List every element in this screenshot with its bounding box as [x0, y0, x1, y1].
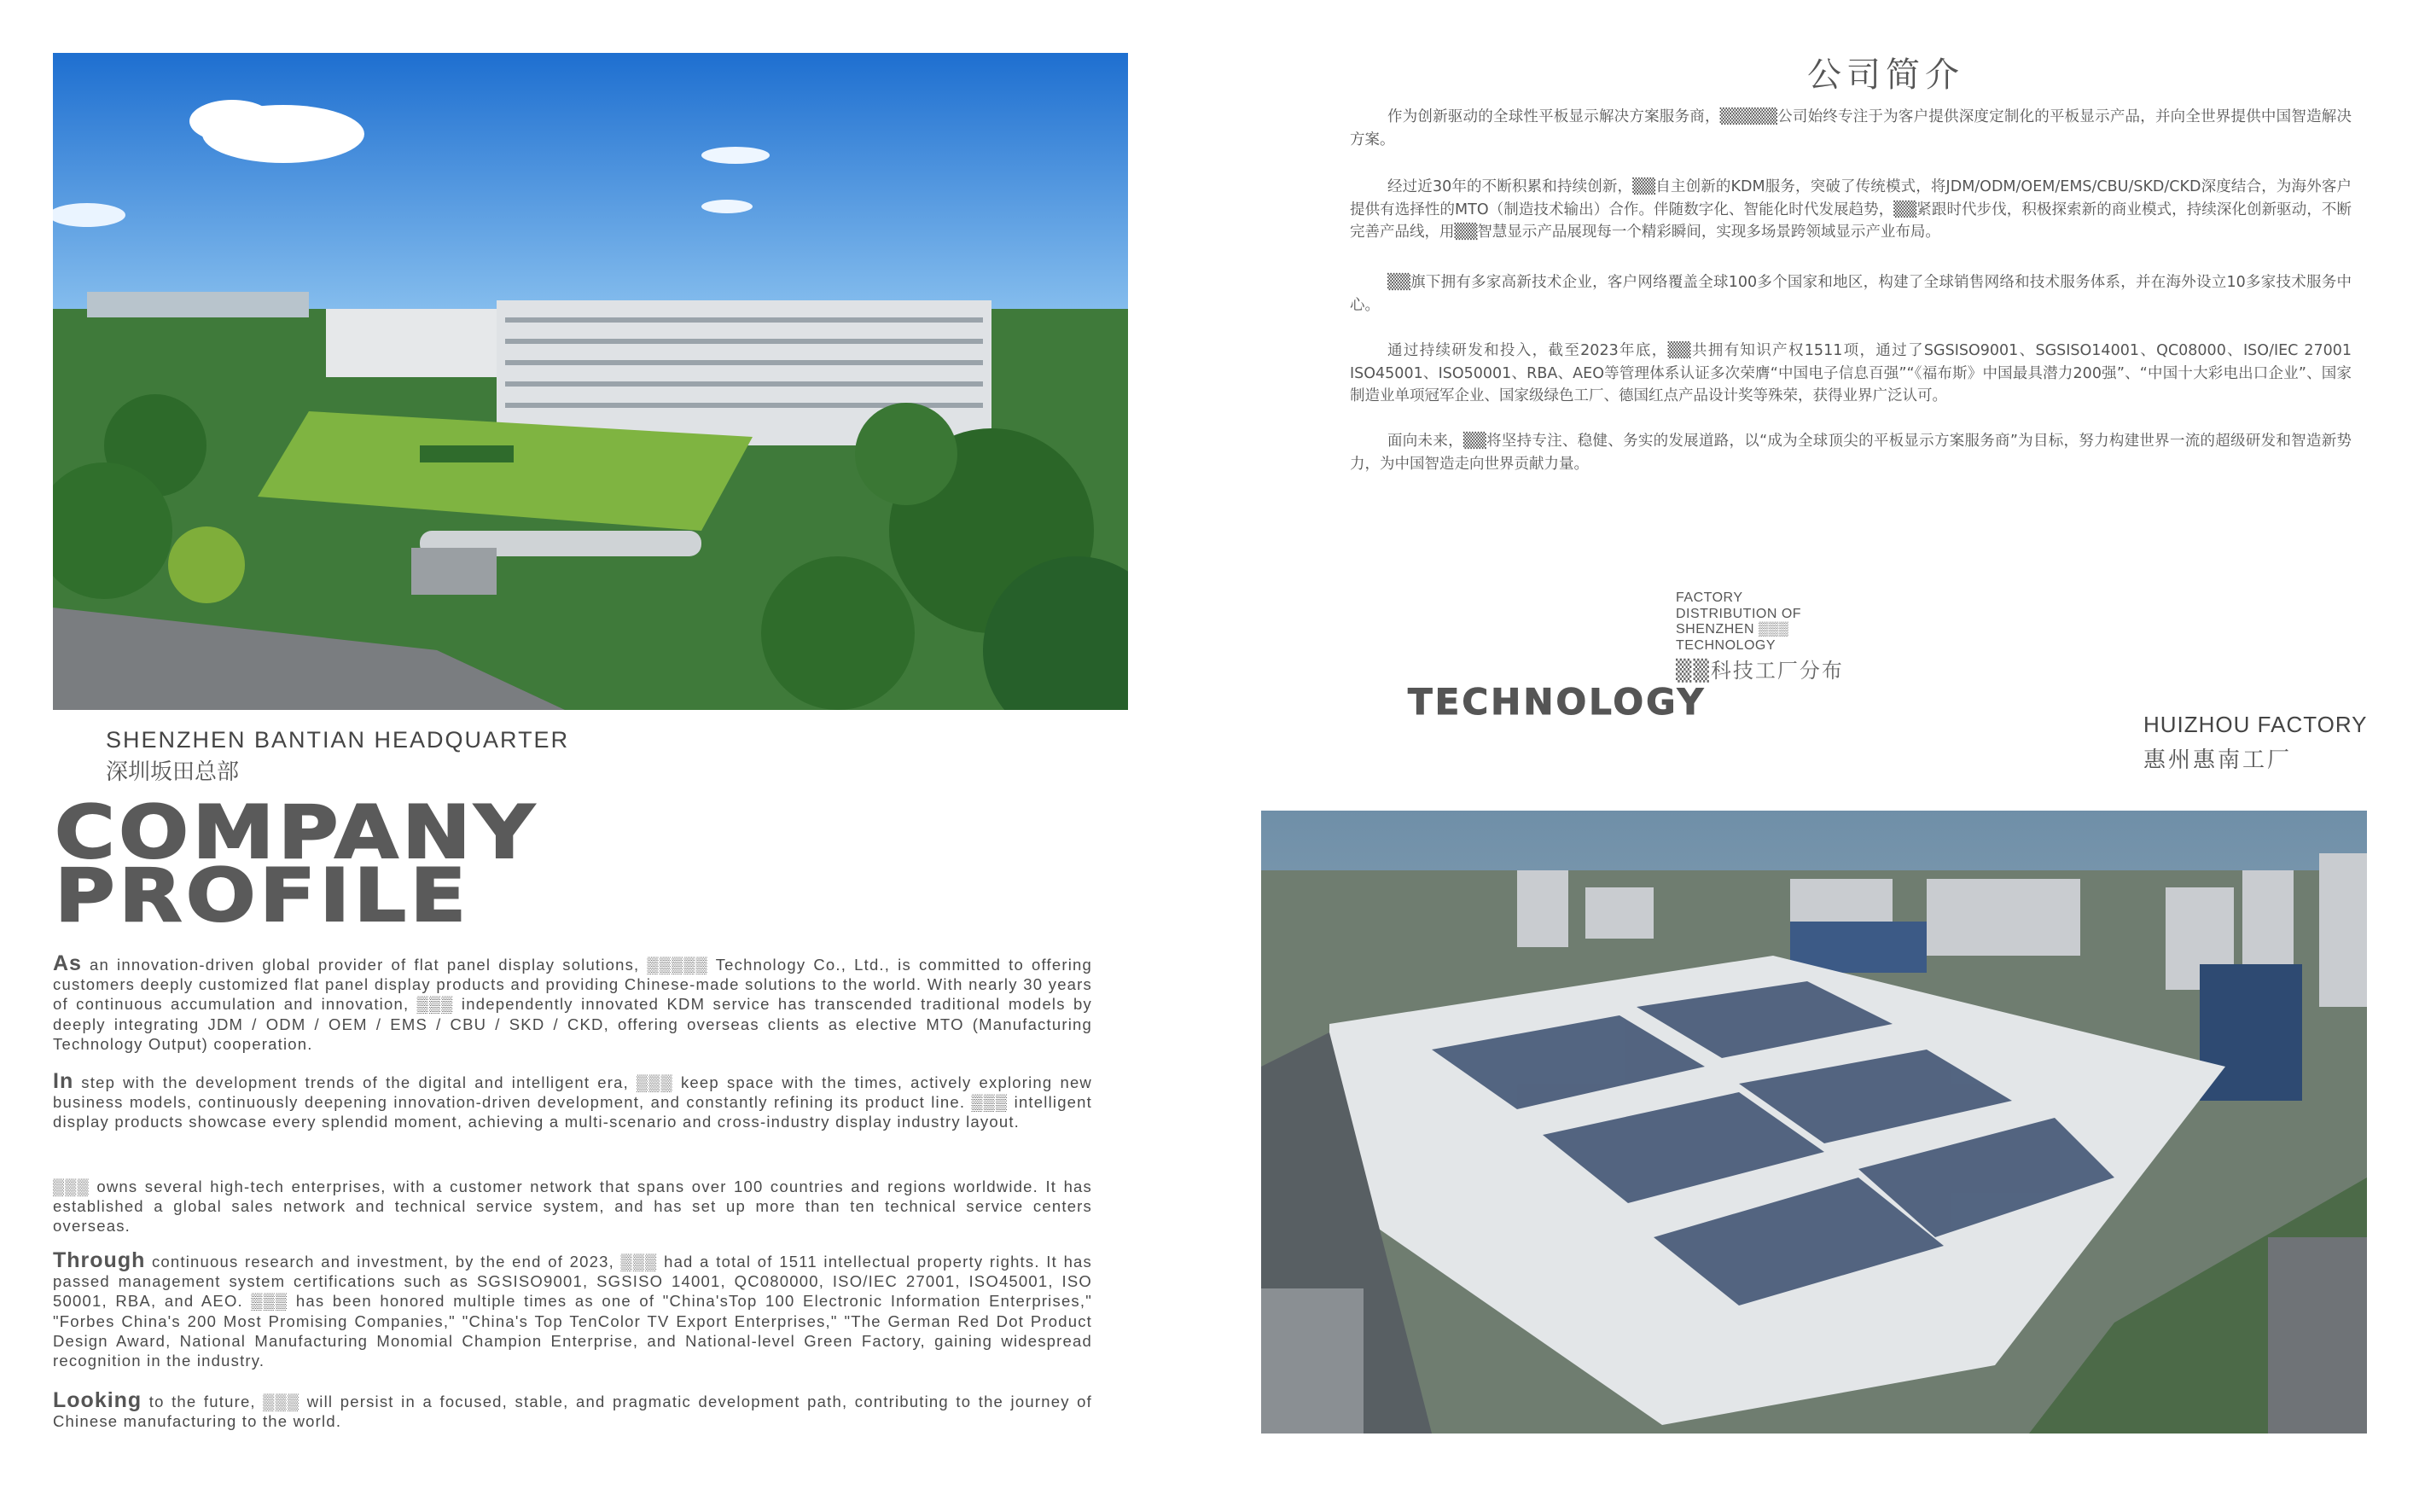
headquarter-photo [53, 53, 1128, 710]
company-title: COMPANY [55, 790, 538, 875]
factory-dist-line: SHENZHEN ▒▒▒ [1676, 622, 1789, 637]
huizhou-caption-cn: 惠州惠南工厂 [2143, 747, 2293, 773]
cn-paragraph-2: 经过近30年的不断积累和持续创新，▒▒自主创新的KDM服务，突破了传统模式，将JDM/ODM/OEM/EMS/CBU/SKD/CKD深度结合，为海外客户提供有选择性的MTO（制造技术输出）合作。伴随数字化、智能化时代发展趋势，▒▒紧跟时代步伐，积极探索新的商业模式，持续深化创新驱动，不断完善产品线，用▒▒智慧显示产品展现每一个精彩瞬间，实现多场景跨领域显示产业布局。 [1350, 178, 2352, 241]
cn-paragraph-4: 通过持续研发和投入，截至2023年底，▒▒共拥有知识产权1511项，通过了SGSISO9001、SGSISO14001、QC08000、ISO/IEC 27001 ISO45001、ISO50001、RBA、AEO等管理体系认证多次荣膺“中国电子信息百强”“《福布斯》中国最具潜力200强”、“中国十大彩电出口企业”、国家制造业单项冠军企业、国家级绿色工厂、德国红点产品设计奖等殊荣，获得业界广泛认可。 [1350, 342, 2352, 404]
technology-title: TECHNOLOGY [1408, 681, 1707, 723]
cn-paragraph-1: 作为创新驱动的全球性平板显示解决方案服务商，▒▒▒▒▒公司始终专注于为客户提供深度定制化的平板显示产品，并向全世界提供中国智造解决方案。 [1350, 108, 2352, 148]
en-paragraph-3: ▒▒▒ owns several high-tech enterprises, with a customer network that spans over 100 countries and regions worldwide. It has established a global sales network and technical service system, and has set up more than ten technical service centers overseas. [53, 1178, 1092, 1236]
en-paragraph-5: Looking to the future, ▒▒▒ will persist in a focused, stable, and pragmatic development path, contributing to the journey of Chinese manufacturing to the world. [53, 1388, 1092, 1431]
cn-paragraph-5: 面向未来，▒▒将坚持专注、稳健、务实的发展道路，以“成为全球顶尖的平板显示方案服务商”为目标，努力构建世界一流的超级研发和智造新势力，为中国智造走向世界贡献力量。 [1350, 433, 2352, 473]
cn-paragraph-3: ▒▒旗下拥有多家高新技术企业，客户网络覆盖全球100多个国家和地区，构建了全球销售网络和技术服务体系，并在海外设立10多家技术服务中心。 [1350, 274, 2352, 314]
factory-dist-line: FACTORY [1676, 590, 1743, 605]
huizhou-factory-photo [1261, 811, 2367, 1433]
en-paragraph-1: As an innovation-driven global provider of flat panel display solutions, ▒▒▒▒▒ Technology Co., Ltd., is committed to offering customers deeply customized flat panel display products and providing Chinese-made solutions to the world. With nearly 30 years of continuous accumulation and innovation, ▒▒▒ independently innovated KDM service has transcended traditional models by deeply integrating JDM / ODM / OEM / EMS / CBU / SKD / CKD, offering overseas clients as elective MTO (Manufacturing Technology Output) cooperation. [53, 951, 1092, 1053]
factory-distribution-label [1676, 590, 1801, 654]
headquarter-caption-en: SHENZHEN BANTIAN HEADQUARTER [106, 727, 570, 753]
profile-title: PROFILE [55, 853, 470, 939]
factory-distribution-cn: ▒▒科技工厂分布 [1676, 659, 1844, 683]
factory-dist-line: TECHNOLOGY [1676, 637, 1776, 653]
headquarter-caption-cn: 深圳坂田总部 [106, 759, 240, 785]
factory-dist-line: DISTRIBUTION OF [1676, 606, 1802, 621]
en-paragraph-4: Through continuous research and investment, by the end of 2023, ▒▒▒ had a total of 1511 intellectual property rights. It has passed management system certifications such as SGSISO9001, SGSISO 14001, QC080000, ISO/IEC 27001, ISO45001, ISO 50001, RBA, and AEO. ▒▒▒ has been honored multiple times as one of "China'sTop 100 Electronic Information Enterprises," "Forbes China's 200 Most Promising Companies," "China's Top TenColor TV Export Enterprises," "The German Red Dot Product Design Award, National Manufacturing Monomial Champion Enterprise, and National-level Green Factory, gaining widespread recognition in the industry. [53, 1248, 1092, 1370]
en-paragraph-2: In step with the development trends of the digital and intelligent era, ▒▒▒ keep space with the times, actively exploring new business models, continuously deepening innovation-driven development, and constantly refining its product line. ▒▒▒ intelligent display products showcase every splendid moment, achieving a multi-scenario and cross-industry display industry layout. [53, 1069, 1092, 1131]
cn-page-title: 公司简介 [1807, 55, 1964, 95]
huizhou-caption-en: HUIZHOU FACTORY [2143, 712, 2368, 737]
